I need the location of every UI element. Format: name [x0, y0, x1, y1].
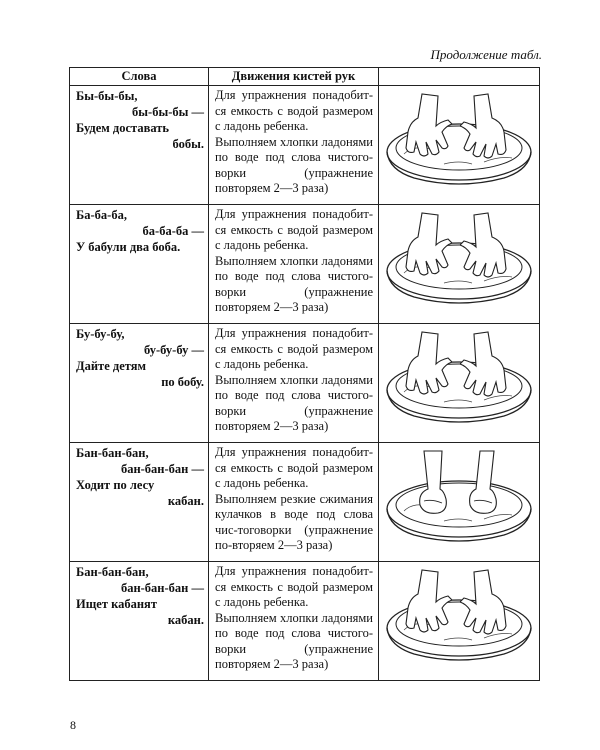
rhyme-line: Ходит по лесу [76, 478, 155, 492]
picture-cell [379, 324, 540, 443]
rhyme-line: бу-бу-бу — [143, 343, 204, 357]
description-text: Для упражнения понадобит-ся емкость с водой размером с ладонь ребенка. [215, 207, 373, 252]
description-cell [209, 562, 379, 681]
rhyme-line: бобы. [172, 137, 204, 151]
table-row [70, 562, 540, 681]
hands-clapping-water-bowl-icon [384, 211, 534, 311]
rhyme-cell [70, 443, 209, 562]
rhyme-line: Бан-бан-бан, [76, 565, 149, 579]
rhyme-line: У бабули два боба. [76, 240, 181, 254]
table-row [70, 443, 540, 562]
description-text: Выполняем хлопки ладонями по воде под слова чистого-ворки (упражнение повторяем 2—3 раза) [215, 610, 373, 671]
rhyme-line: ба-ба-ба — [142, 224, 204, 238]
picture-cell [379, 86, 540, 205]
rhyme-cell [70, 562, 209, 681]
picture-cell [379, 443, 540, 562]
fists-in-water-bowl-icon [384, 449, 534, 549]
picture-cell [379, 562, 540, 681]
column-header-words: Слова [70, 68, 209, 86]
exercise-table [69, 67, 540, 681]
page-number: 8 [70, 718, 76, 732]
rhyme-cell [70, 324, 209, 443]
column-header-picture [379, 68, 540, 86]
description-text: Для упражнения понадобит-ся емкость с водой размером с ладонь ребенка. [215, 326, 373, 371]
rhyme-line: бы-бы-бы — [132, 105, 204, 119]
rhyme-line: кабан. [167, 613, 204, 627]
hands-clapping-water-bowl-icon [384, 330, 534, 430]
rhyme-line: Будем доставать [76, 121, 170, 135]
continuation-label: Продолжение табл. [430, 47, 542, 62]
rhyme-line: по бобу. [161, 375, 204, 389]
rhyme-cell [70, 205, 209, 324]
description-cell [209, 443, 379, 562]
rhyme-line: бан-бан-бан — [120, 581, 204, 595]
rhyme-line: бан-бан-бан — [120, 462, 204, 476]
rhyme-line: Дайте детям [76, 359, 146, 373]
description-cell [209, 324, 379, 443]
description-text: Выполняем резкие сжимания кулачков в воде под слова чис-тоговорки (упражнение по-вторяем 2—3 раза) [215, 491, 373, 552]
description-text: Для упражнения понадобит-ся емкость с водой размером с ладонь ребенка. [215, 88, 373, 133]
rhyme-line: Бан-бан-бан, [76, 446, 149, 460]
rhyme-line: Бу-бу-бу, [76, 327, 125, 341]
description-cell [209, 86, 379, 205]
description-text: Для упражнения понадобит-ся емкость с водой размером с ладонь ребенка. [215, 445, 373, 490]
description-cell [209, 205, 379, 324]
rhyme-line: Ищет кабанят [76, 597, 157, 611]
description-text: Для упражнения понадобит-ся емкость с водой размером с ладонь ребенка. [215, 564, 373, 609]
description-text: Выполняем хлопки ладонями по воде под слова чистого-ворки (упражнение повторяем 2—3 раза) [215, 372, 373, 433]
rhyme-cell [70, 86, 209, 205]
hands-clapping-water-bowl-icon [384, 568, 534, 668]
rhyme-line: Бы-бы-бы, [76, 89, 138, 103]
description-text: Выполняем хлопки ладонями по воде под слова чистого-ворки (упражнение повторяем 2—3 раза) [215, 253, 373, 314]
rhyme-line: Ба-ба-ба, [76, 208, 127, 222]
rhyme-line: кабан. [167, 494, 204, 508]
table-row [70, 86, 540, 205]
column-header-movements: Движения кистей рук [209, 68, 379, 86]
description-text: Выполняем хлопки ладонями по воде под слова чистого-ворки (упражнение повторяем 2—3 раза) [215, 134, 373, 195]
table-row [70, 205, 540, 324]
table-header-row [70, 68, 540, 86]
hands-clapping-water-bowl-icon [384, 92, 534, 192]
picture-cell [379, 205, 540, 324]
table-row [70, 324, 540, 443]
